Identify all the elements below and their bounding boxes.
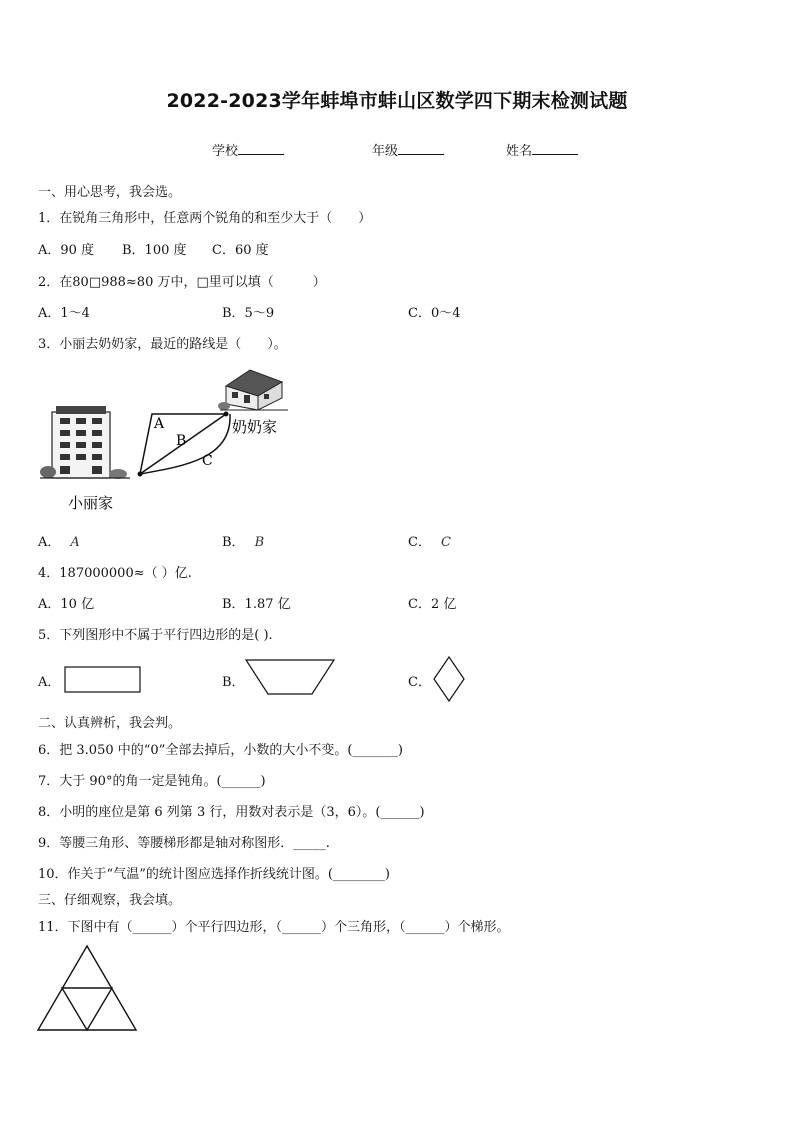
grade-blank[interactable] [398,142,444,155]
section-3-heading: 三、仔细观察，我会填。 [38,893,182,908]
q1-stem: 1．在锐角三角形中，任意两个锐角的和至少大于（ ） [38,211,372,226]
q3-option-a[interactable] [38,531,80,550]
page-title: 2022-2023学年蚌埠市蚌山区数学四下期末检测试题 [166,90,628,112]
q2-stem: 2．在80□988≈80 万中，□里可以填（ ） [38,275,326,290]
school-label: 学校 [212,144,239,159]
q1-option-a[interactable]: A．90 度 [38,243,95,258]
name-blank[interactable] [532,142,578,155]
name-label: 姓名 [506,144,533,159]
route-c-label: C [202,453,213,469]
q1-option-b[interactable]: B．100 度 [122,243,187,258]
q3-stem: 3．小丽去奶奶家，最近的路线是（ ）。 [38,337,287,352]
grade-field [372,140,444,159]
q8-text: 8．小明的座位是第 6 列第 3 行，用数对表示是（3，6）。(______) [38,805,425,820]
q3-option-a-value: A [70,535,80,550]
route-a-label: A [154,416,165,432]
q3-option-a-letter: A． [38,535,61,550]
q3-route-figure [36,368,306,518]
school-field [212,140,284,159]
xiaoli-home-label: 小丽家 [68,494,114,512]
section-2-heading: 二、认真辨析，我会判。 [38,716,182,731]
q3-option-b-value: B [254,535,265,550]
apartment-building-icon [40,406,130,479]
section-1-heading: 一、用心思考，我会选。 [38,185,182,200]
q4-option-c[interactable]: C．2 亿 [408,597,457,612]
q9-text: 9．等腰三角形、等腰梯形都是轴对称图形．_____. [38,836,330,851]
q4-option-a[interactable]: A．10 亿 [38,597,95,612]
q3-option-b[interactable] [222,531,264,550]
q5-option-c[interactable]: C． [408,675,431,690]
rectangle-shape [64,666,142,694]
q11-triangle-figure [36,944,138,1034]
grade-label: 年级 [372,144,399,159]
q3-option-c-letter: C． [408,535,431,550]
q5-option-b[interactable]: B． [222,675,245,690]
trapezoid-shape [244,658,336,696]
q5-option-a[interactable]: A． [38,675,61,690]
q11-text: 11．下图中有（______）个平行四边形，（______）个三角形，（______）个梯形。 [38,920,510,935]
q3-option-c-value: C [440,535,451,550]
q3-option-b-letter: B． [222,535,245,550]
house-icon [218,370,288,410]
q3-option-c[interactable] [408,531,451,550]
q1-option-c[interactable]: C．60 度 [212,243,269,258]
q4-option-b[interactable]: B．1.87 亿 [222,597,291,612]
grandma-home-label: 奶奶家 [232,418,278,436]
q10-text: 10．作关于“气温”的统计图应选择作折线统计图。(________) [38,867,390,882]
q2-option-b[interactable]: B．5～9 [222,306,275,321]
q7-text: 7．大于 90°的角一定是钝角。(______) [38,774,266,789]
q2-option-c[interactable]: C．0～4 [408,306,461,321]
q5-stem: 5．下列图形中不属于平行四边形的是( ). [38,628,273,643]
q2-option-a[interactable]: A．1～4 [38,306,90,321]
route-b-label: B [176,433,187,449]
q4-stem: 4．187000000≈（ ）亿. [38,566,192,581]
school-blank[interactable] [238,142,284,155]
rhombus-shape [433,656,465,702]
q6-text: 6．把 3.050 中的“0”全部去掉后，小数的大小不变。(_______) [38,743,403,758]
name-field [506,140,578,159]
